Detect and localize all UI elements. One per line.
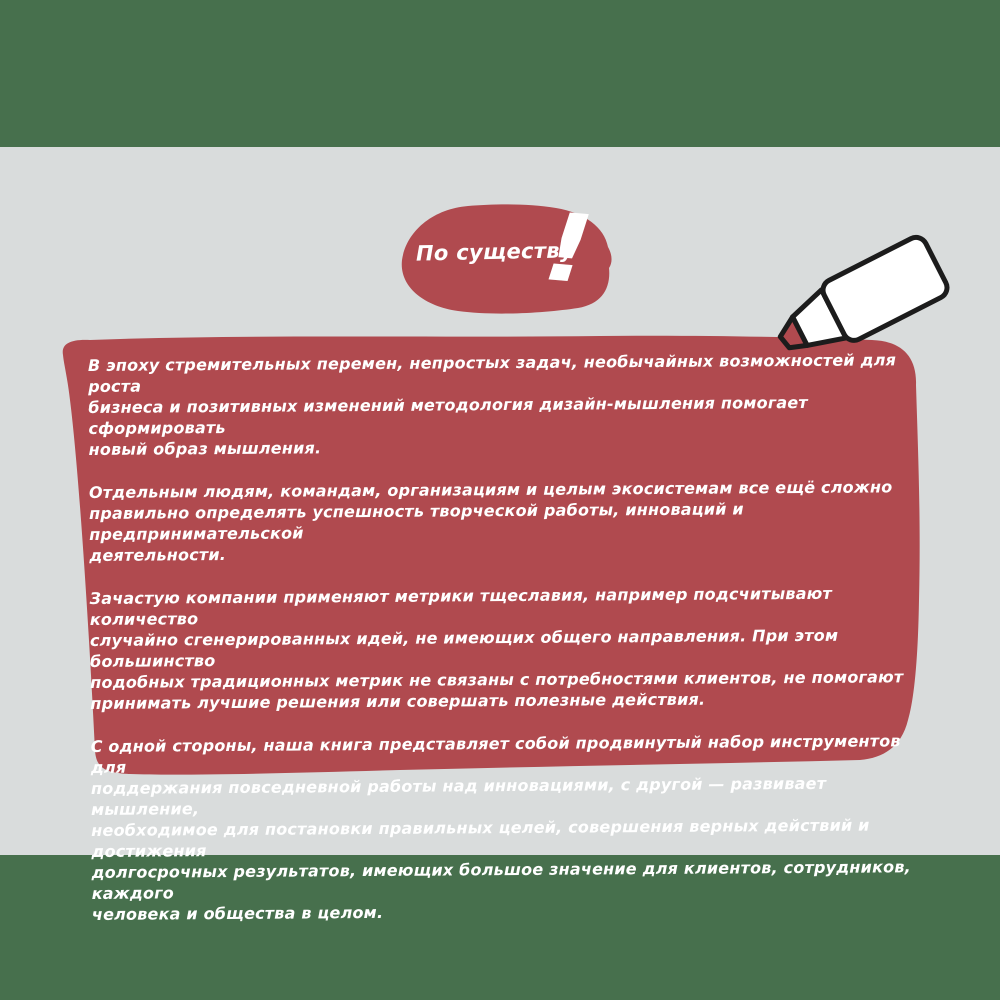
card-text <box>88 349 937 947</box>
paragraph-1: В эпоху стремительных перемен, непростых задач, необычайных возможностей для роста бизнеса и позитивных изменений методология дизайн-мышления помогает сформировать новый образ мышления. <box>87 350 897 459</box>
marker-body <box>819 234 951 345</box>
badge-label: По существу <box>415 238 575 266</box>
exclamation-mark: ! <box>539 193 598 306</box>
paragraph-2: Отдельным людям, командам, организациям и целым экосистемам все ещё сложно правильно определять успешность творческой работы, инноваций и предпринимательской деятельности. <box>88 477 893 565</box>
paragraph-4: С одной стороны, наша книга представляет собой продвинутый набор инструментов для поддержания повседневной работы над инновациями, с другой — развивает мышление, необходимое для постановки правильных целей, совершения верных действий и достижения долгосрочных результатов, имеющих большое значение для клиентов, сотрудников, каждого человека и общества в целом. <box>90 731 911 924</box>
paragraph-3: Зачастую компании применяют метрики тщеславия, например подсчитывают количество случайно сгенерированных идей, не имеющих общего направления. При этом большинство подобных традиционных метрик не связаны с потребностями клиентов, не помогают принимать лучшие решения или совершать полезные действия. <box>89 583 904 713</box>
